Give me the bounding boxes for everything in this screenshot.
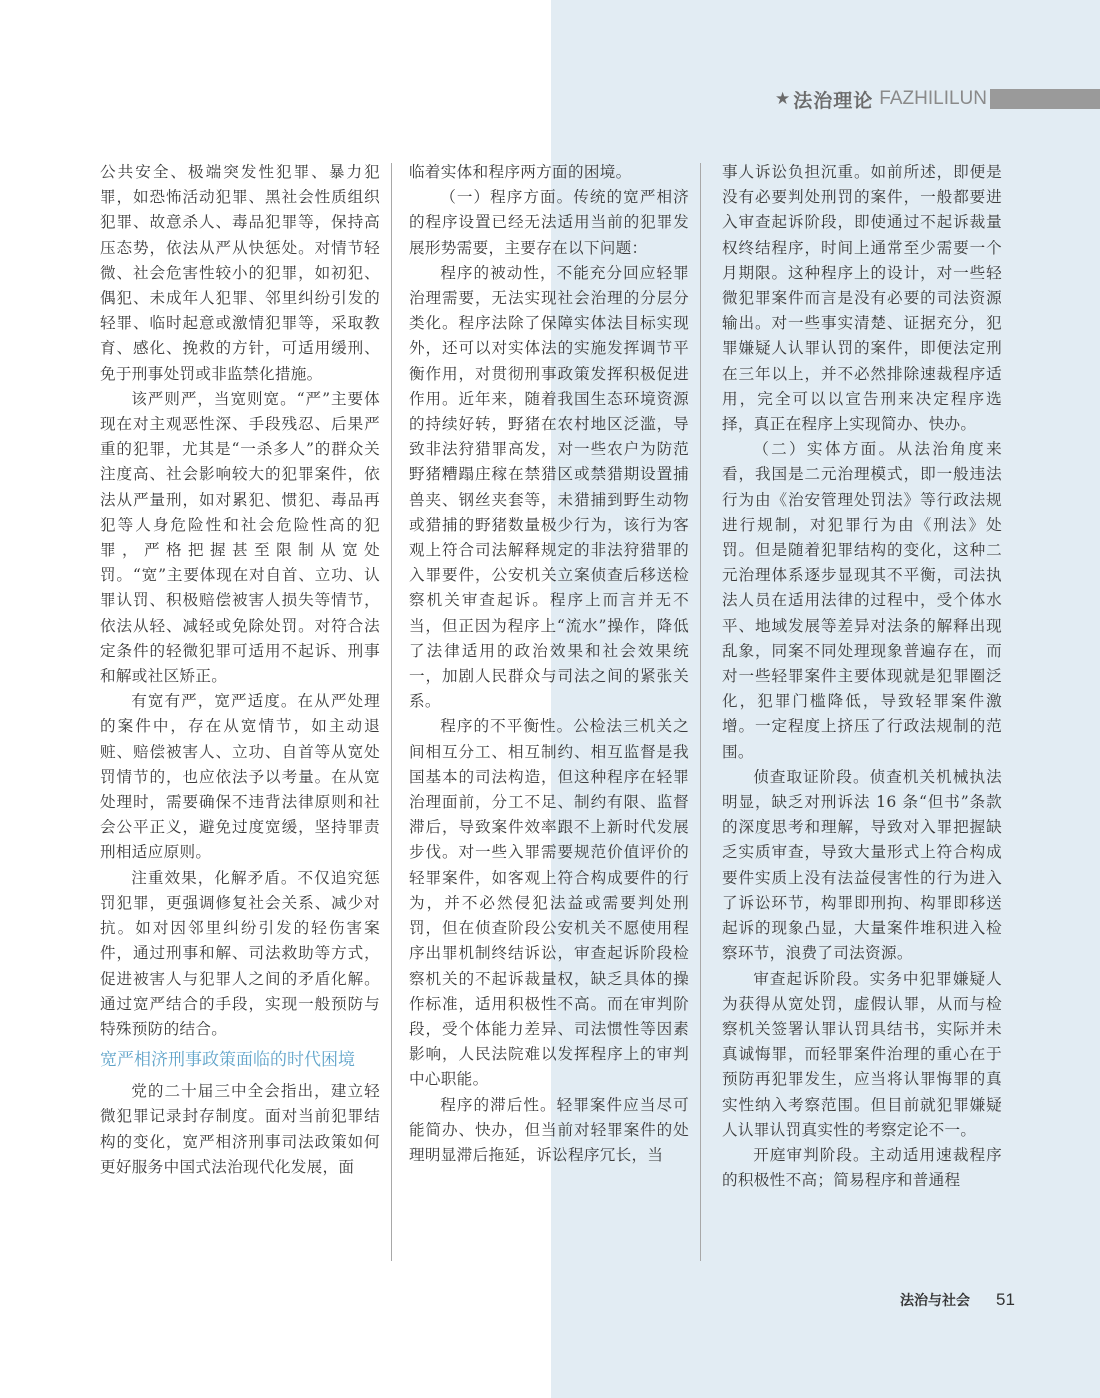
magazine-name: 法治与社会 [900, 1293, 970, 1309]
paragraph: （一）程序方面。传统的宽严相济的程序设置已经无法适用当前的犯罪发展形势需要，主要存在以下问题： [409, 188, 689, 257]
page-number: 51 [996, 1290, 1015, 1309]
paragraph: 程序的被动性，不能充分回应轻罪治理需要，无法实现社会治理的分层分类化。程序法除了保障实体法目标实现外，还可以对实体法的实施发挥调节平衡作用，对贯彻刑事政策发挥积极促进作用。近年来，随着我国生态环境资源的持续好转，野猪在农村地区泛滥，导致非法狩猎罪高发，对一些农户为防范野猪糟蹋庄稼在禁猎区或禁猎期设置捕兽夹、钢丝夹套等，未猎捕到野生动物或猎捕的野猪数量极少行为，该行为客观上符合司法解释规定的非法狩猎罪的入罪要件，公安机关立案侦查后移送检察机关审查起诉。程序上而言并无不当，但正因为程序上“流水”操作，降低了法律适用的政治效果和社会效果统一，加剧人民群众与司法之间的紧张关系。 [409, 263, 689, 711]
section-heading: 宽严相济刑事政策面临的时代困境 [100, 1050, 355, 1071]
section-header [775, 86, 1100, 112]
paragraph: 有宽有严，宽严适度。在从严处理的案件中，存在从宽情节，如主动退赃、赔偿被害人、立功、自首等从宽处罚情节的，也应依法予以考量。在从宽处理时，需要确保不违背法律原则和社会公平正义，避免过度宽缓，坚持罪责刑相适应原则。 [100, 692, 380, 862]
paragraph: 注重效果，化解矛盾。不仅追究惩罚犯罪，更强调修复社会关系、减少对抗。如对因邻里纠纷引发的轻伤害案件，通过刑事和解、司法救助等方式，促进被害人与犯罪人之间的矛盾化解。通过宽严结合的手段，实现一般预防与特殊预防的结合。 [100, 868, 380, 1038]
section-title-en: FAZHILILUN [879, 88, 987, 109]
paragraph: 开庭审判阶段。主动适用速裁程序的积极性不高；简易程序和普通程 [722, 1145, 1002, 1190]
paragraph: 临着实体和程序两方面的困境。 [409, 163, 632, 181]
column-2 [409, 160, 689, 1168]
column-1 [100, 160, 380, 1180]
page-footer [900, 1290, 1015, 1310]
paragraph: 该严则严，当宽则宽。“严”主要体现在对主观恶性深、手段残忍、后果严重的犯罪，尤其是“一杀多人”的群众关注度高、社会影响较大的犯罪案件，依法从严量刑，如对累犯、惯犯、毒品再犯等人身危险性和社会危险性高的犯罪，严格把握甚至限制从宽处罚。“宽”主要体现在对自首、立功、认罪认罚、积极赔偿被害人损失等情节，依法从轻、减轻或免除处罚。对符合法定条件的轻微犯罪可适用不起诉、刑事和解或社区矫正。 [100, 389, 380, 686]
paragraph: 程序的不平衡性。公检法三机关之间相互分工、相互制约、相互监督是我国基本的司法构造，但这种程序在轻罪治理面前，分工不足、制约有限、监督滞后，导致案件效率跟不上新时代发展步伐。对一些入罪需要规范价值评价的轻罪案件，如客观上符合构成要件的行为，并不必然侵犯法益或需要判处刑罚，但在侦查阶段公安机关不愿使用程序出罪机制终结诉讼，审查起诉阶段检察机关的不起诉裁量权，缺乏具体的操作标准，适用积极性不高。而在审判阶段，受个体能力差异、司法惯性等因素影响，人民法院难以发挥程序上的审判中心职能。 [409, 717, 689, 1089]
section-title-cn: 法治理论 [793, 89, 874, 112]
paragraph: 侦查取证阶段。侦查机关机械执法明显，缺乏对刑诉法 16 条“但书”条款的深度思考和理解，导致对入罪把握缺乏实质审查，导致大量形式上符合构成要件实质上没有法益侵害性的行为进入了诉讼环节，构罪即刑拘、构罪即移送起诉的现象凸显，大量案件堆积进入检察环节，浪费了司法资源。 [722, 767, 1002, 963]
column-3 [722, 160, 1002, 1193]
column-divider [700, 163, 701, 1261]
paragraph: 事人诉讼负担沉重。如前所述，即便是没有必要判处刑罚的案件，一般都要进入审查起诉阶段，即使通过不起诉裁量权终结程序，时间上通常至少需要一个月期限。这种程序上的设计，对一些轻微犯罪案件而言是没有必要的司法资源输出。对一些事实清楚、证据充分，犯罪嫌疑人认罪认罚的案件，即便法定刑在三年以上，并不必然排除速裁程序适用，完全可以以宣告刑来决定程序选择，真正在程序上实现简办、快办。 [722, 163, 1002, 434]
paragraph: 公共安全、极端突发性犯罪、暴力犯罪，如恐怖活动犯罪、黑社会性质组织犯罪、故意杀人、毒品犯罪等，保持高压态势，依法从严从快惩处。对情节轻微、社会危害性较小的犯罪，如初犯、偶犯、未成年人犯罪、邻里纠纷引发的轻罪、临时起意或激情犯罪等，采取教育、感化、挽救的方针，可适用缓刑、免于刑事处罚或非监禁化措施。 [100, 163, 380, 383]
star-icon: ★ [775, 89, 791, 109]
paragraph: 审查起诉阶段。实务中犯罪嫌疑人为获得从宽处罚，虚假认罪，从而与检察机关签署认罪认罚具结书，实际并未真诚悔罪，而轻罪案件治理的重心在于预防再犯罪发生，应当将认罪悔罪的真实性纳入考察范围。但目前就犯罪嫌疑人认罪认罚真实性的考察定论不一。 [722, 969, 1002, 1139]
paragraph: 党的二十届三中全会指出，建立轻微犯罪记录封存制度。面对当前犯罪结构的变化，宽严相济刑事司法政策如何更好服务中国式法治现代化发展，面 [100, 1082, 380, 1176]
paragraph: （二）实体方面。从法治角度来看，我国是二元治理模式，即一般违法行为由《治安管理处罚法》等行政法规进行规制，对犯罪行为由《刑法》处罚。但是随着犯罪结构的变化，这种二元治理体系逐步显现其不平衡，司法执法人员在适用法律的过程中，受个体水平、地域发展等差异对法条的解释出现乱象，同案不同处理现象普遍存在，而对一些轻罪案件主要体现就是犯罪圈泛化，犯罪门槛降低，导致轻罪案件激增。一定程度上挤压了行政法规制的范围。 [722, 440, 1002, 761]
paragraph: 程序的滞后性。轻罪案件应当尽可能简办、快办，但当前对轻罪案件的处理明显滞后拖延，诉讼程序冗长，当 [409, 1095, 689, 1164]
column-divider [391, 163, 392, 1261]
header-bar [990, 89, 1100, 109]
